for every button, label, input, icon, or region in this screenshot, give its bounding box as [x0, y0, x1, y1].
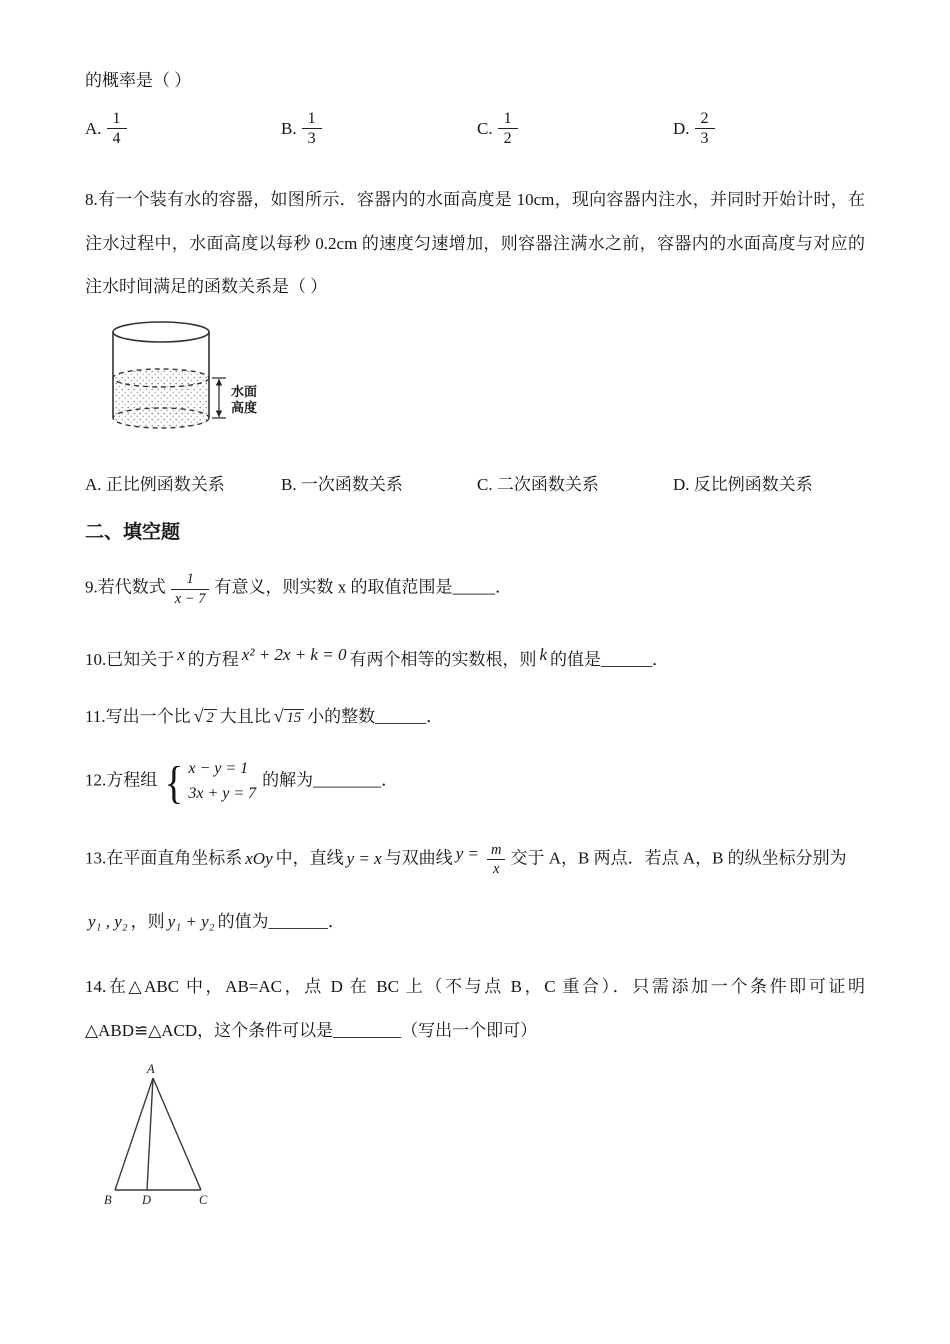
fraction — [498, 109, 518, 148]
math-equation: x² + 2x + k = 0 — [241, 644, 347, 664]
fraction-numerator: 2 — [700, 110, 709, 127]
text-run: 9.若代数式 — [85, 577, 166, 597]
radicand: 15 — [284, 709, 305, 726]
text-run: 的值是______． — [550, 649, 669, 669]
text-run: 10.已知关于 — [85, 649, 175, 669]
q8-option-b: B. 一次函数关系 — [281, 475, 403, 495]
text-run: 与双曲线 — [384, 848, 453, 868]
q7-options-row — [85, 109, 865, 148]
q14-text: 14.在△ABC 中，AB=AC，点 D 在 BC 上（不与点 B，C 重合）．只需添加一个条件即可证明△ABD≌△ACD，这个条件可以是________（写出一个即可） — [85, 977, 865, 1040]
vertex-label-D: D — [142, 1192, 152, 1207]
math-equation: y = x — [346, 848, 382, 868]
option-label: B. — [281, 118, 297, 138]
triangle-lines — [115, 1078, 201, 1190]
text-run: 有意义，则实数 x 的取值范围是_____． — [214, 577, 512, 597]
radicand: 2 — [204, 709, 217, 726]
vertex-label-A: A — [147, 1061, 155, 1076]
equation-2: 3x + y = 7 — [188, 785, 257, 803]
q7-option-d — [673, 109, 715, 148]
text-run: 中，直线 — [275, 848, 344, 868]
fraction — [695, 109, 715, 148]
question-13 — [85, 841, 865, 937]
text-run: 11.写出一个比 — [85, 706, 191, 726]
q8-options-row — [85, 470, 865, 495]
math-token: y₁ , y₂ — [88, 912, 128, 932]
fraction — [302, 109, 322, 148]
fraction-denominator: 2 — [498, 128, 518, 148]
q13-line-2 — [85, 908, 865, 937]
q8-option-d: D. 反比例函数关系 — [673, 475, 813, 495]
q7-option-c — [477, 109, 673, 148]
q7-option-b — [281, 109, 477, 148]
section-2-heading: 二、填空题 — [85, 522, 181, 544]
fraction-denominator: 3 — [695, 128, 715, 148]
option-label: D. — [673, 118, 690, 138]
radical-sign: √ — [193, 705, 204, 726]
cylinder-bottom-edge — [113, 408, 209, 428]
q13-line-1 — [85, 841, 865, 878]
equation-system — [163, 757, 256, 807]
q7-tail-text: 的概率是（ ） — [85, 71, 192, 90]
fraction — [107, 109, 127, 148]
water-surface-label: 水面 — [231, 384, 258, 400]
math-token: y₁ + y₂ — [167, 912, 215, 932]
radical — [194, 707, 217, 726]
q7-option-a — [85, 109, 281, 148]
math-token: k — [539, 644, 547, 664]
fraction-denominator: x − 7 — [171, 589, 210, 608]
question-12 — [85, 757, 865, 807]
cylinder-figure — [97, 316, 307, 448]
fraction-numerator: m — [490, 842, 502, 859]
water-surface-edge — [113, 369, 209, 387]
vertex-label-B: B — [104, 1192, 112, 1207]
fraction-numerator: 1 — [307, 110, 316, 127]
equation-1: x − y = 1 — [188, 760, 249, 778]
arrowhead-down — [216, 411, 222, 418]
option-label: A. — [85, 118, 102, 138]
fraction-denominator: 4 — [107, 128, 127, 148]
question-11 — [85, 701, 865, 732]
fraction-denominator: 3 — [302, 128, 322, 148]
math-token: xOy — [245, 848, 273, 868]
cylinder-top-edge — [113, 322, 209, 342]
text-run: ，则 — [130, 912, 165, 932]
q8-text: 8.有一个装有水的容器，如图所示．容器内的水面高度是 10cm，现向容器内注水，并同时开始计时，在注水过程中，水面高度以每秒 0.2cm 的速度匀速增加，则容器注满水之前，容器内的水面高度与对应的注水时间满足的函数关系是（ ） — [85, 190, 865, 297]
fraction — [171, 570, 210, 607]
radical-sign: √ — [273, 705, 284, 726]
math-token: x — [177, 644, 185, 664]
text-run: 12.方程组 — [85, 771, 158, 791]
radical — [274, 707, 304, 726]
text-run: 交于 A，B 两点．若点 A，B 的纵坐标分别为 — [510, 848, 847, 868]
fraction-numerator: 1 — [112, 110, 121, 127]
fraction-numerator: 1 — [186, 571, 194, 588]
text-run: 的方程 — [187, 649, 239, 669]
water-height-label: 高度 — [231, 400, 258, 416]
vertex-label-C: C — [199, 1192, 208, 1207]
q8-option-c: C. 二次函数关系 — [477, 475, 599, 495]
text-run: 的解为________． — [262, 771, 399, 791]
question-10 — [85, 646, 865, 675]
side-AC — [153, 1078, 201, 1190]
fraction-numerator: 1 — [503, 110, 512, 127]
text-run: 大且比 — [219, 706, 271, 726]
text-run: 小的整数______． — [307, 706, 444, 726]
text-run: 有两个相等的实数根，则 — [349, 649, 537, 669]
arrowhead-up — [216, 379, 222, 386]
triangle-figure — [101, 1062, 216, 1210]
q8-option-a: A. 正比例函数关系 — [85, 475, 225, 495]
text-run: 的值为_______． — [217, 912, 346, 932]
question-9 — [85, 570, 865, 607]
math-token: y = — [455, 843, 479, 863]
system-equations — [188, 757, 256, 807]
fraction-denominator: x — [487, 859, 505, 878]
system-brace: { — [164, 756, 184, 808]
fraction — [487, 841, 505, 878]
option-label: C. — [477, 118, 493, 138]
text-run: 13.在平面直角坐标系 — [85, 848, 243, 868]
